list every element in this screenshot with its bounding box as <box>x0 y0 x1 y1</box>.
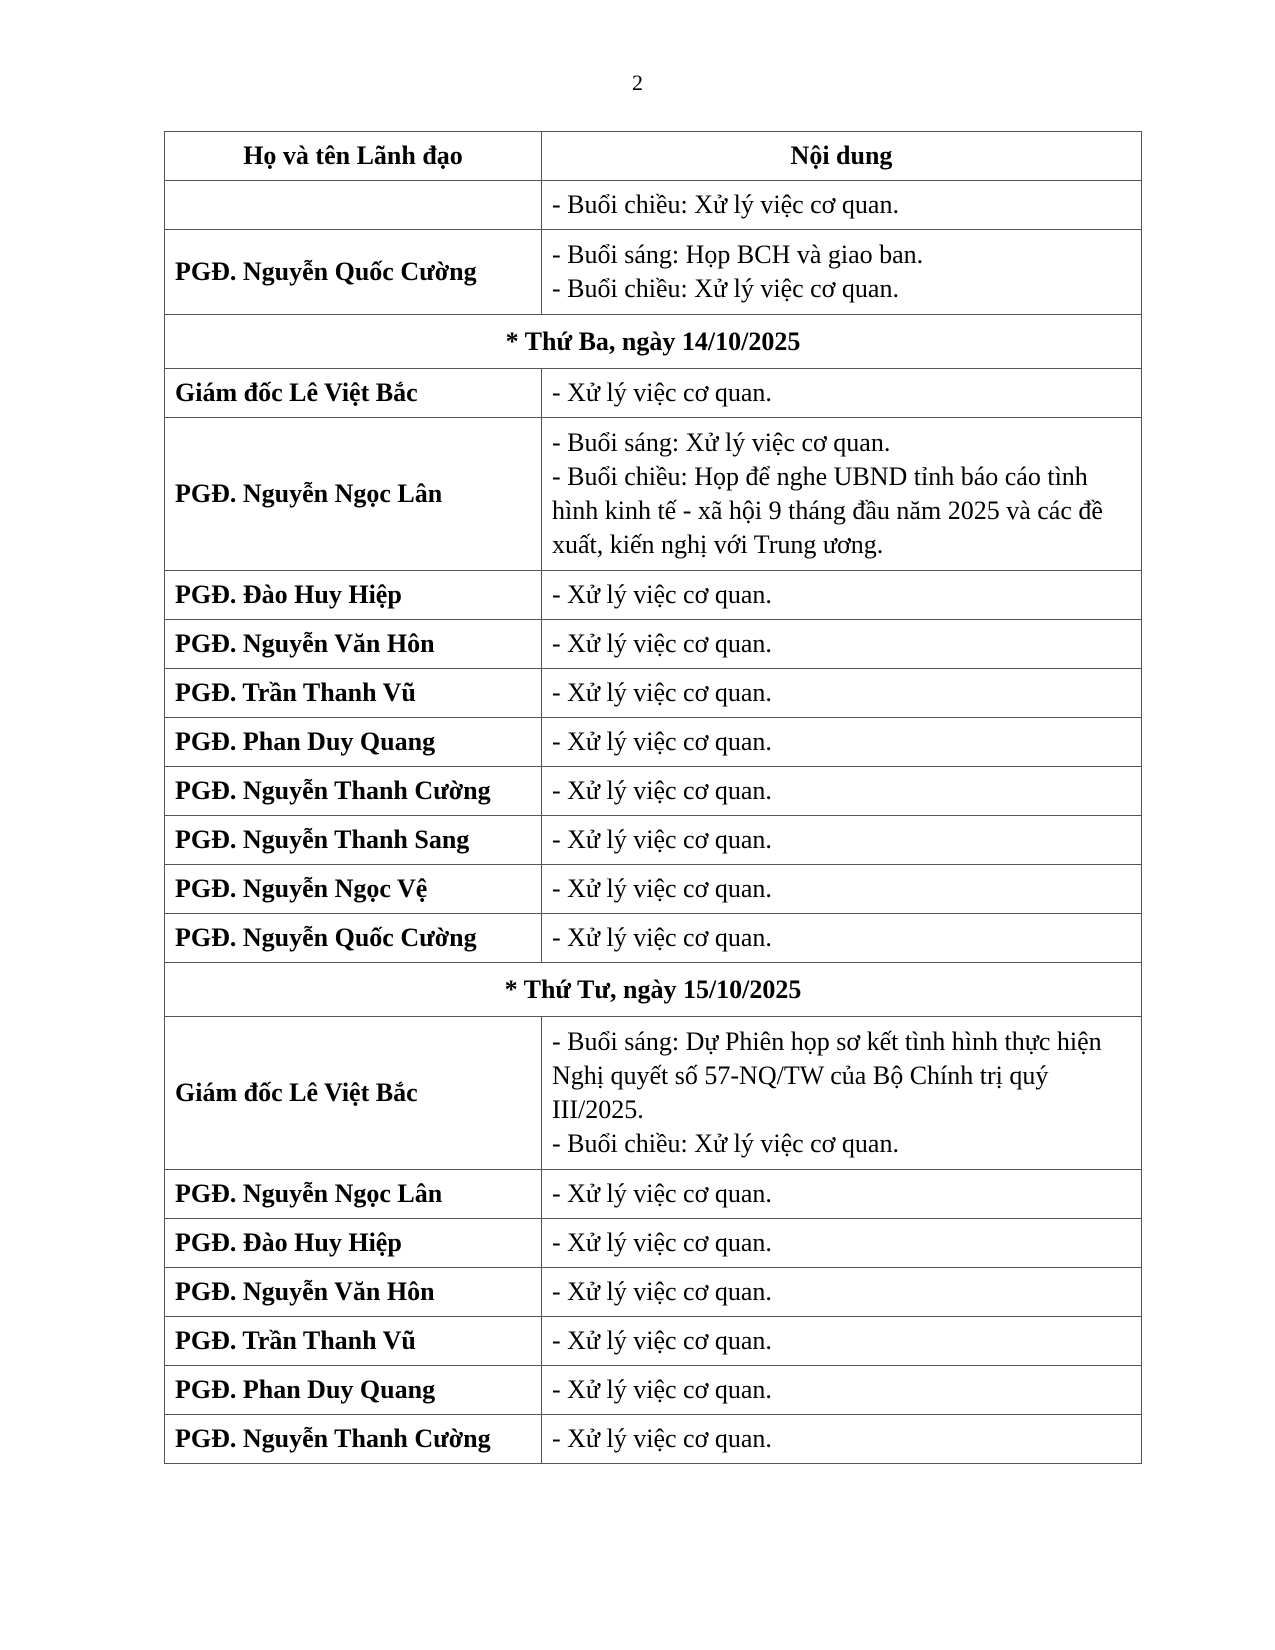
table-row <box>165 181 1142 230</box>
task-line: - Xử lý việc cơ quan. <box>552 678 772 707</box>
task-line: - Xử lý việc cơ quan. <box>552 580 772 609</box>
table-row <box>165 1268 1142 1317</box>
task-line: - Xử lý việc cơ quan. <box>552 1326 772 1355</box>
task-line: - Xử lý việc cơ quan. <box>552 1375 772 1404</box>
task-content <box>542 230 1142 315</box>
task-content <box>542 418 1142 571</box>
task-line: - Buổi chiều: Xử lý việc cơ quan. <box>552 1129 899 1158</box>
leader-name: PGĐ. Nguyễn Quốc Cường <box>165 914 542 963</box>
leader-name: PGĐ. Nguyễn Ngọc Vệ <box>165 865 542 914</box>
leader-name: PGĐ. Nguyễn Thanh Cường <box>165 767 542 816</box>
leader-name: Giám đốc Lê Việt Bắc <box>165 369 542 418</box>
task-line: - Xử lý việc cơ quan. <box>552 1179 772 1208</box>
task-content <box>542 865 1142 914</box>
leader-name: PGĐ. Đào Huy Hiệp <box>165 1219 542 1268</box>
task-content <box>542 1170 1142 1219</box>
task-content <box>542 914 1142 963</box>
task-content <box>542 1366 1142 1415</box>
task-line: - Xử lý việc cơ quan. <box>552 923 772 952</box>
leader-name: PGĐ. Nguyễn Thanh Cường <box>165 1415 542 1464</box>
leader-name: PGĐ. Nguyễn Văn Hôn <box>165 1268 542 1317</box>
table-row <box>165 1170 1142 1219</box>
leader-name: PGĐ. Nguyễn Thanh Sang <box>165 816 542 865</box>
table-row <box>165 914 1142 963</box>
leader-name: PGĐ. Đào Huy Hiệp <box>165 571 542 620</box>
task-line: - Buổi sáng: Họp BCH và giao ban. <box>552 240 924 269</box>
task-content <box>542 1415 1142 1464</box>
task-line: - Xử lý việc cơ quan. <box>552 1228 772 1257</box>
task-line: - Buổi chiều: Xử lý việc cơ quan. <box>552 274 899 303</box>
task-line: - Buổi chiều: Xử lý việc cơ quan. <box>552 190 899 219</box>
task-content <box>542 1268 1142 1317</box>
task-content <box>542 1017 1142 1170</box>
task-content <box>542 1317 1142 1366</box>
task-line: - Buổi sáng: Xử lý việc cơ quan. <box>552 428 891 457</box>
task-content <box>542 571 1142 620</box>
task-content <box>542 816 1142 865</box>
table-row <box>165 571 1142 620</box>
leader-name: PGĐ. Phan Duy Quang <box>165 1366 542 1415</box>
task-content <box>542 1219 1142 1268</box>
day-label: * Thứ Ba, ngày 14/10/2025 <box>165 315 1142 369</box>
page-number: 2 <box>632 70 643 95</box>
table-row <box>165 1366 1142 1415</box>
task-line: - Xử lý việc cơ quan. <box>552 378 772 407</box>
leader-name: Giám đốc Lê Việt Bắc <box>165 1017 542 1170</box>
table-row <box>165 816 1142 865</box>
leader-name: PGĐ. Trần Thanh Vũ <box>165 669 542 718</box>
task-line: - Buổi chiều: Họp để nghe UBND tỉnh báo cáo tình hình kinh tế - xã hội 9 tháng đầu năm 2025 và các đề xuất, kiến nghị với Trung ương. <box>552 462 1103 559</box>
schedule-table <box>164 131 1142 1464</box>
task-line: - Xử lý việc cơ quan. <box>552 776 772 805</box>
task-content <box>542 718 1142 767</box>
header-row <box>165 132 1142 181</box>
task-content <box>542 669 1142 718</box>
table-row <box>165 1317 1142 1366</box>
day-header-row <box>165 315 1142 369</box>
table-row <box>165 865 1142 914</box>
leader-name: PGĐ. Nguyễn Văn Hôn <box>165 620 542 669</box>
leader-name: PGĐ. Nguyễn Ngọc Lân <box>165 418 542 571</box>
task-line: - Buổi sáng: Dự Phiên họp sơ kết tình hình thực hiện Nghị quyết số 57-NQ/TW của Bộ Chính trị quý III/2025. <box>552 1027 1102 1124</box>
task-content <box>542 181 1142 230</box>
task-content <box>542 767 1142 816</box>
day-label: * Thứ Tư, ngày 15/10/2025 <box>165 963 1142 1017</box>
leader-name: PGĐ. Trần Thanh Vũ <box>165 1317 542 1366</box>
task-line: - Xử lý việc cơ quan. <box>552 874 772 903</box>
header-content: Nội dung <box>542 132 1142 181</box>
table-row <box>165 1415 1142 1464</box>
leader-name <box>165 181 542 230</box>
table-row <box>165 369 1142 418</box>
table-row <box>165 230 1142 315</box>
leader-name: PGĐ. Nguyễn Ngọc Lân <box>165 1170 542 1219</box>
leader-name: PGĐ. Nguyễn Quốc Cường <box>165 230 542 315</box>
task-content <box>542 369 1142 418</box>
table-row <box>165 767 1142 816</box>
task-line: - Xử lý việc cơ quan. <box>552 629 772 658</box>
table-row <box>165 418 1142 571</box>
task-line: - Xử lý việc cơ quan. <box>552 1424 772 1453</box>
task-content <box>542 620 1142 669</box>
leader-name: PGĐ. Phan Duy Quang <box>165 718 542 767</box>
day-header-row <box>165 963 1142 1017</box>
table-row <box>165 1017 1142 1170</box>
table-row <box>165 1219 1142 1268</box>
task-line: - Xử lý việc cơ quan. <box>552 825 772 854</box>
task-line: - Xử lý việc cơ quan. <box>552 1277 772 1306</box>
header-name: Họ và tên Lãnh đạo <box>165 132 542 181</box>
table-row <box>165 620 1142 669</box>
task-line: - Xử lý việc cơ quan. <box>552 727 772 756</box>
table-row <box>165 718 1142 767</box>
table-row <box>165 669 1142 718</box>
